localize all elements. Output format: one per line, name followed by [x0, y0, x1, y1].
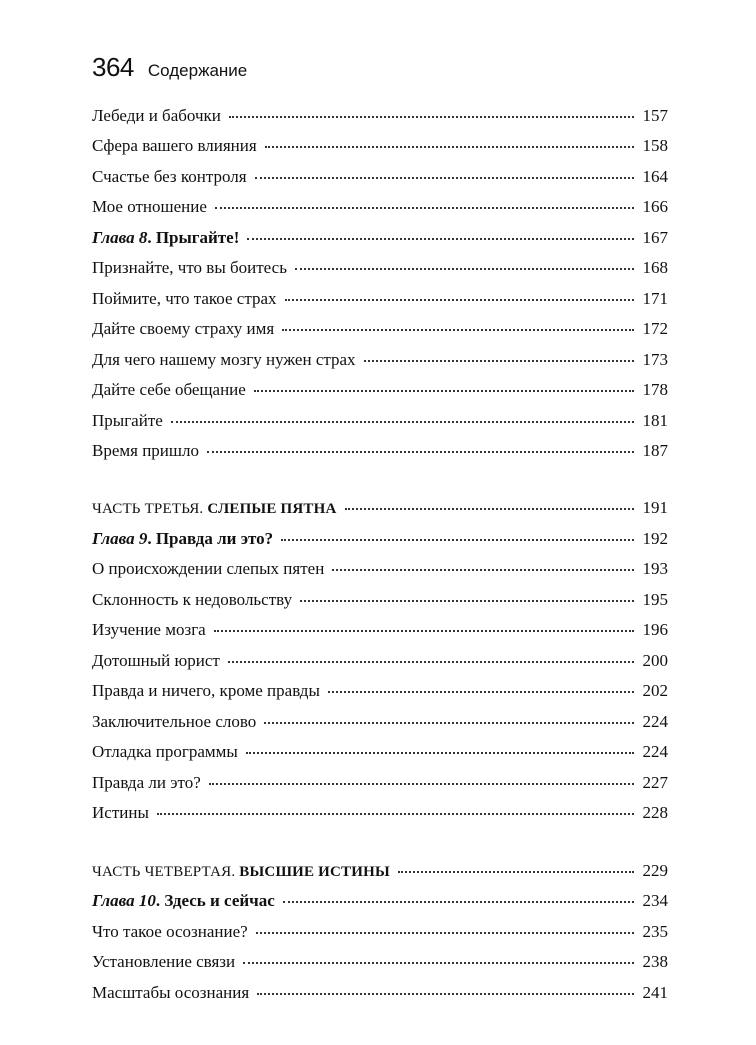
toc-entry-title — [92, 861, 390, 881]
dot-leader — [228, 661, 634, 663]
toc-page-number: 196 — [642, 620, 668, 639]
dot-leader — [214, 630, 634, 632]
toc-entry-title — [92, 498, 337, 518]
toc-page-number: 158 — [642, 136, 668, 155]
toc-entry-title: Мое отношение — [92, 197, 207, 216]
toc-entry[interactable] — [92, 197, 668, 221]
chapter-title: . Здесь и сейчас — [155, 891, 275, 910]
toc-chapter-entry[interactable] — [92, 891, 668, 915]
dot-leader — [209, 783, 634, 785]
dot-leader — [171, 421, 634, 423]
toc-page-number: 167 — [642, 228, 668, 247]
toc-page-number: 193 — [642, 559, 668, 578]
toc-entry-title: Дотошный юрист — [92, 651, 220, 670]
toc-entry-title: Дайте своему страху имя — [92, 319, 275, 338]
toc-entry[interactable] — [92, 681, 668, 705]
toc-entry-title: Масштабы осознания — [92, 983, 250, 1002]
toc-entry[interactable] — [92, 620, 668, 644]
toc-page-number: 238 — [642, 952, 668, 971]
toc-entry[interactable] — [92, 411, 668, 435]
part-title: СЛЕПЫЕ ПЯТНА — [207, 501, 337, 517]
dot-leader — [246, 752, 634, 754]
part-label: ЧАСТЬ ЧЕТВЕРТАЯ. — [92, 864, 240, 880]
dot-leader — [243, 962, 634, 964]
chapter-label: Глава 8 — [92, 228, 148, 247]
toc-entry-title: Для чего нашему мозгу нужен страх — [92, 350, 356, 369]
toc-page-number: 229 — [642, 861, 668, 880]
toc-page-number: 178 — [642, 380, 668, 399]
toc-entry[interactable] — [92, 952, 668, 976]
dot-leader — [254, 390, 634, 392]
dot-leader — [257, 993, 634, 995]
dot-leader — [207, 451, 634, 453]
dot-leader — [255, 177, 634, 179]
toc-page-number: 234 — [642, 891, 668, 910]
dot-leader — [295, 268, 634, 270]
toc-page-number: 227 — [642, 773, 668, 792]
toc-page-number: 224 — [642, 742, 668, 761]
toc-entry-title: Лебеди и бабочки — [92, 106, 221, 125]
toc-entry-title: Истины — [92, 803, 149, 822]
toc-chapter-entry[interactable] — [92, 529, 668, 553]
toc-entry-title: Сфера вашего влияния — [92, 136, 257, 155]
toc-page-number: 164 — [642, 167, 668, 186]
toc-page-number: 224 — [642, 712, 668, 731]
toc-page-number: 173 — [642, 350, 668, 369]
toc-entry-title: Счастье без контроля — [92, 167, 247, 186]
toc-page-number: 187 — [642, 441, 668, 460]
toc-entry-title: Признайте, что вы боитесь — [92, 258, 287, 277]
dot-leader — [300, 600, 634, 602]
toc-entry[interactable] — [92, 380, 668, 404]
dot-leader — [332, 569, 634, 571]
toc-page-number: 241 — [642, 983, 668, 1002]
toc-page-number: 202 — [642, 681, 668, 700]
toc-entry-title — [92, 529, 273, 549]
toc-entry-title — [92, 228, 239, 248]
dot-leader — [285, 299, 634, 301]
toc-chapter-entry[interactable] — [92, 228, 668, 252]
section-title: Содержание — [147, 61, 248, 80]
chapter-title: . Правда ли это? — [147, 529, 274, 548]
toc-entry-title: Правда ли это? — [92, 773, 201, 792]
toc-entry-title — [92, 891, 275, 911]
page-header — [92, 52, 247, 83]
toc-entry-title: Изучение мозга — [92, 620, 206, 639]
dot-leader — [328, 691, 634, 693]
toc-page-number: 157 — [642, 106, 668, 125]
dot-leader — [281, 539, 634, 541]
dot-leader — [283, 901, 634, 903]
toc-page-number: 228 — [642, 803, 668, 822]
dot-leader — [256, 932, 634, 934]
toc-entry[interactable] — [92, 106, 668, 130]
toc-page-number: 235 — [642, 922, 668, 941]
toc-entry[interactable] — [92, 773, 668, 797]
chapter-label: Глава 10 — [92, 891, 156, 910]
toc-part-entry[interactable] — [92, 861, 668, 885]
toc-page-number: 191 — [642, 498, 668, 517]
toc-entry[interactable] — [92, 258, 668, 282]
dot-leader — [229, 116, 634, 118]
toc-page-number: 172 — [642, 319, 668, 338]
toc-entry[interactable] — [92, 559, 668, 583]
toc-entry[interactable] — [92, 590, 668, 614]
toc-entry[interactable] — [92, 651, 668, 675]
toc-entry[interactable] — [92, 136, 668, 160]
toc-entry[interactable] — [92, 319, 668, 343]
dot-leader — [398, 871, 634, 873]
dot-leader — [157, 813, 634, 815]
toc-page-number: 195 — [642, 590, 668, 609]
dot-leader — [215, 207, 634, 209]
chapter-label: Глава 9 — [92, 529, 148, 548]
toc-entry-title: Склонность к недовольству — [92, 590, 293, 609]
dot-leader — [345, 508, 634, 510]
chapter-title: . Прыгайте! — [147, 228, 240, 247]
dot-leader — [247, 238, 634, 240]
toc-entry-title: Время пришло — [92, 441, 199, 460]
toc-entry[interactable] — [92, 350, 668, 374]
toc-page-number: 166 — [642, 197, 668, 216]
toc-entry-title: Заключительное слово — [92, 712, 257, 731]
toc-entry[interactable] — [92, 983, 668, 1007]
toc-entry-title: Поймите, что такое страх — [92, 289, 277, 308]
toc-entry[interactable] — [92, 289, 668, 313]
toc-entry-title: Прыгайте — [92, 411, 163, 430]
toc-entry[interactable] — [92, 167, 668, 191]
dot-leader — [282, 329, 634, 331]
toc-entry-title: Что такое осознание? — [92, 922, 248, 941]
toc-entry[interactable] — [92, 742, 668, 766]
toc-entry-title: О происхождении слепых пятен — [92, 559, 325, 578]
toc-entry-title: Отладка программы — [92, 742, 238, 761]
part-label: ЧАСТЬ ТРЕТЬЯ. — [92, 501, 208, 517]
toc-entry-title: Дайте себе обещание — [92, 380, 246, 399]
toc-page-number: 171 — [642, 289, 668, 308]
part-title: ВЫСШИЕ ИСТИНЫ — [239, 864, 390, 880]
toc-entry[interactable] — [92, 803, 668, 827]
toc-entry[interactable] — [92, 712, 668, 736]
toc-entry-title: Правда и ничего, кроме правды — [92, 681, 320, 700]
dot-leader — [265, 146, 634, 148]
dot-leader — [364, 360, 634, 362]
dot-leader — [264, 722, 634, 724]
toc-page-number: 181 — [642, 411, 668, 430]
toc-entry-title: Установление связи — [92, 952, 236, 971]
toc-page-number: 200 — [642, 651, 668, 670]
toc-part-entry[interactable] — [92, 498, 668, 522]
toc-entry[interactable] — [92, 441, 668, 465]
toc-page-number: 192 — [642, 529, 668, 548]
toc-entry[interactable] — [92, 922, 668, 946]
page-number: 364 — [92, 52, 134, 82]
toc-page-number: 168 — [642, 258, 668, 277]
